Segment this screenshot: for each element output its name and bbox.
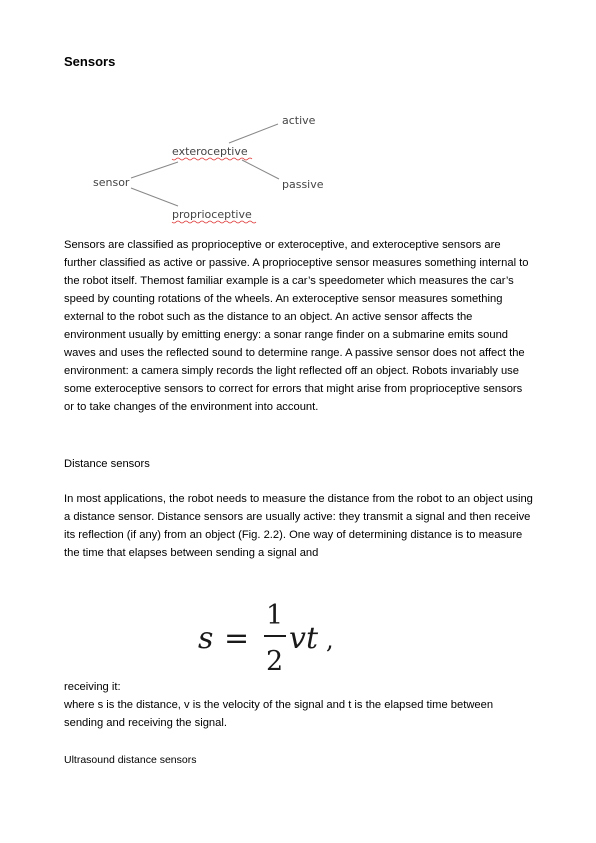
sensor-classification-diagram (86, 108, 346, 228)
formula-numerator: 1 (266, 600, 284, 631)
node-proprioceptive: proprioceptive (172, 208, 252, 221)
subheading-ultrasound-sensors: Ultrasound distance sensors (64, 754, 197, 766)
formula-lead-in: receiving it: (64, 681, 121, 693)
distance-formula (196, 596, 346, 676)
node-exteroceptive: exteroceptive (172, 145, 248, 158)
paragraph-sensor-classification: Sensors are classified as proprioceptive or exteroceptive, and exteroceptive sensors are further classified as active or passive. A proprioceptive sensor measures something internal to the robot itself. Themost familiar example is a car’s speedometer which measures the car’s speed by counting rotations of the wheels. An exteroceptive sensor measures something external to the robot such as the distance to an object. An active sensor affects the environment usually by emitting energy: a sonar range finder on a submarine emits sound waves and uses the reflected sound to determine range. A passive sensor does not affect the environment: a camera simply records the light reflected off an object. Robots invariably use some exteroceptive sensors to correct for errors that might arise from proprioceptive sensors or to take changes of the environment into account. (64, 239, 529, 413)
node-active: active (282, 114, 316, 127)
edge-exteroceptive-active (229, 124, 278, 143)
edge-sensor-proprioceptive (131, 188, 178, 206)
formula-trail: , (326, 626, 334, 654)
paragraph-distance-sensors: In most applications, the robot needs to measure the distance from the robot to an object using a distance sensor. Distance sensors are usually active: they transmit a signal and then receive its reflection (if any) from an object (Fig. 2.2). One way of determining distance is to measure the time that elapses between sending a signal and (64, 493, 533, 559)
page-title: Sensors (64, 54, 116, 69)
node-passive: passive (282, 178, 324, 191)
formula-definition: where s is the distance, v is the velocity of the signal and t is the elapsed time between sending and receiving the signal. (64, 699, 494, 729)
spellcheck-underline (172, 158, 252, 160)
formula-lhs: s (198, 621, 214, 656)
edge-sensor-exteroceptive (131, 162, 178, 178)
node-sensor: sensor (93, 176, 130, 189)
formula-vars: vt (289, 621, 319, 656)
formula-denominator: 2 (266, 646, 284, 676)
edge-exteroceptive-passive (242, 160, 279, 179)
spellcheck-underline (172, 221, 256, 223)
paragraph-formula-explanation (64, 678, 534, 732)
subheading-distance-sensors: Distance sensors (64, 458, 150, 470)
formula-equals: = (224, 621, 250, 656)
